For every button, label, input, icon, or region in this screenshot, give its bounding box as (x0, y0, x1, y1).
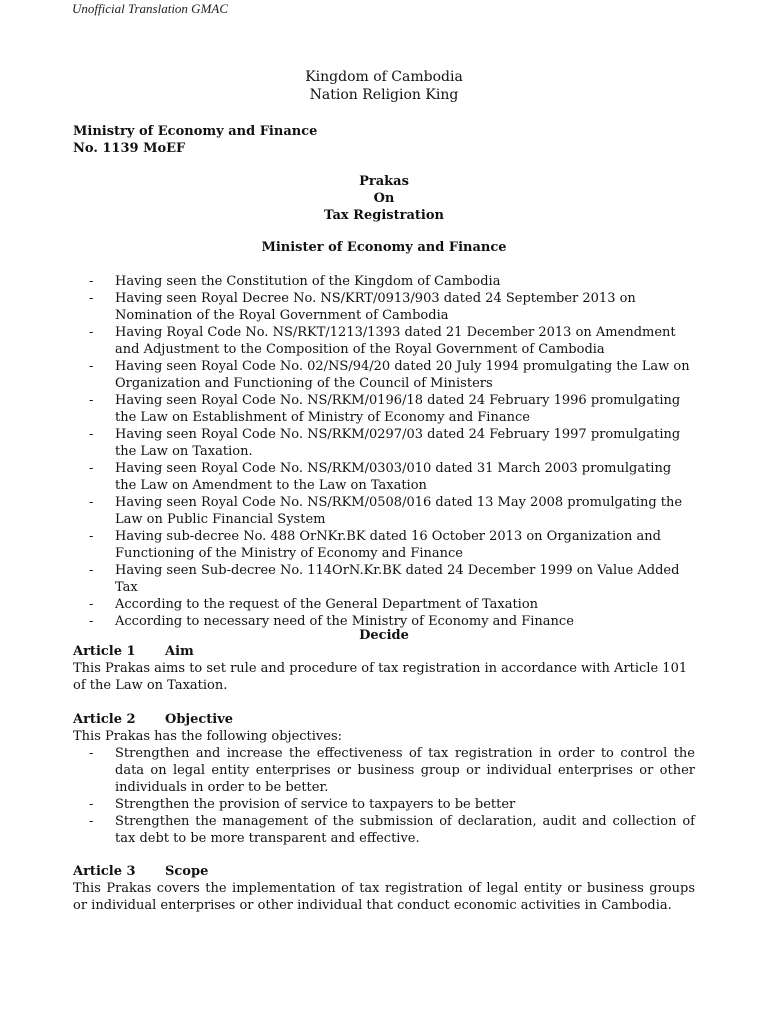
objective-item (73, 745, 695, 796)
dash-bullet: - (89, 529, 94, 544)
consideration-item (73, 273, 695, 290)
article-3-heading (73, 863, 695, 880)
minister-heading: Minister of Economy and Finance (261, 240, 507, 255)
objectives-list (73, 745, 695, 847)
consideration-item (73, 358, 695, 392)
consideration-item (73, 562, 695, 596)
consideration-text: Having seen Royal Code No. NS/RKM/0297/03 dated 24 February 1997 promulgating the Law on Taxation. (115, 427, 681, 459)
dash-bullet: - (89, 614, 94, 629)
dash-bullet: - (89, 597, 94, 612)
dash-bullet: - (89, 393, 94, 408)
article-2-number: Article 2 (73, 712, 136, 727)
dash-bullet: - (89, 746, 94, 761)
consideration-text: Having seen Sub-decree No. 114OrN.Kr.BK dated 24 December 1999 on Value Added Tax (115, 563, 680, 595)
prakas-word: Prakas (359, 174, 409, 189)
article-3 (73, 863, 695, 914)
dash-bullet: - (89, 563, 94, 578)
article-3-title: Scope (165, 864, 209, 879)
considerations-list-wrap (73, 273, 695, 630)
considerations-list (73, 273, 695, 630)
article-2 (73, 711, 695, 847)
objective-item (73, 796, 695, 813)
consideration-item (73, 528, 695, 562)
consideration-item (73, 426, 695, 460)
consideration-text: Having seen Royal Code No. NS/RKM/0196/18 dated 24 February 1996 promulgating the Law on Establishment of Ministry of Economy and Finance (115, 393, 681, 425)
subject: Tax Registration (324, 208, 444, 223)
header-note: Unofficial Translation GMAC (72, 1, 229, 16)
dash-bullet: - (89, 797, 94, 812)
consideration-item (73, 460, 695, 494)
decide-heading: Decide (359, 628, 409, 643)
dash-bullet: - (89, 325, 94, 340)
consideration-text: According to necessary need of the Ministry of Economy and Finance (115, 614, 574, 629)
dash-bullet: - (89, 291, 94, 306)
prakas-title-block (73, 173, 695, 224)
dash-bullet: - (89, 427, 94, 442)
consideration-item (73, 596, 695, 613)
dash-bullet: - (89, 359, 94, 374)
article-1-number: Article 1 (73, 644, 136, 659)
article-1 (73, 643, 695, 694)
dash-bullet: - (89, 461, 94, 476)
dash-bullet: - (89, 814, 94, 829)
objective-item (73, 813, 695, 847)
objective-text: Strengthen the management of the submission of declaration, audit and collection of tax debt to be more transparent and effective. (115, 814, 695, 846)
ministry-name: Ministry of Economy and Finance (73, 124, 318, 139)
article-1-text: This Prakas aims to set rule and procedure of tax registration in accordance with Article 101 of the Law on Taxation. (73, 661, 688, 693)
issuer-block (73, 123, 695, 157)
consideration-text: Having seen Royal Decree No. NS/KRT/0913/903 dated 24 September 2013 on Nomination of the Royal Government of Cambodia (115, 291, 636, 323)
consideration-text: Having seen Royal Code No. NS/RKM/0508/016 dated 13 May 2008 promulgating the Law on Public Financial System (115, 495, 683, 527)
article-2-intro: This Prakas has the following objectives: (73, 729, 343, 744)
consideration-text: Having seen the Constitution of the Kingdom of Cambodia (115, 274, 501, 289)
consideration-text: According to the request of the General Department of Taxation (115, 597, 539, 612)
dash-bullet: - (89, 495, 94, 510)
consideration-text: Having Royal Code No. NS/RKT/1213/1393 dated 21 December 2013 on Amendment and Adjustment to the Composition of the Royal Government of Cambodia (115, 325, 676, 357)
kingdom-heading (73, 68, 695, 104)
article-3-number: Article 3 (73, 864, 136, 879)
consideration-item (73, 494, 695, 528)
consideration-text: Having sub-decree No. 488 OrNKr.BK dated 16 October 2013 on Organization and Functioning of the Ministry of Economy and Finance (115, 529, 661, 561)
consideration-item (73, 392, 695, 426)
dash-bullet: - (89, 274, 94, 289)
consideration-text: Having seen Royal Code No. NS/RKM/0303/010 dated 31 March 2003 promulgating the Law on Amendment to the Law on Taxation (115, 461, 672, 493)
article-2-title: Objective (165, 712, 234, 727)
motto: Nation Religion King (309, 87, 459, 103)
kingdom-title: Kingdom of Cambodia (305, 69, 463, 85)
objective-text: Strengthen the provision of service to taxpayers to be better (115, 797, 516, 812)
consideration-item (73, 290, 695, 324)
consideration-text: Having seen Royal Code No. 02/NS/94/20 dated 20 July 1994 promulgating the Law on Organization and Functioning of the Council of Ministers (115, 359, 690, 391)
consideration-item (73, 324, 695, 358)
objective-text: Strengthen and increase the effectiveness of tax registration in order to control the data on legal entity enterprises or business group or individual enterprises or other individuals in order to be better. (115, 746, 695, 795)
article-2-heading (73, 711, 695, 728)
article-1-title: Aim (165, 644, 194, 659)
article-3-text: This Prakas covers the implementation of tax registration of legal entity or business groups or individual enterprises or other individual that conduct economic activities in Cambodia. (73, 881, 695, 913)
on-word: On (373, 191, 395, 206)
document-number: No. 1139 MoEF (73, 141, 186, 156)
article-1-heading (73, 643, 695, 660)
